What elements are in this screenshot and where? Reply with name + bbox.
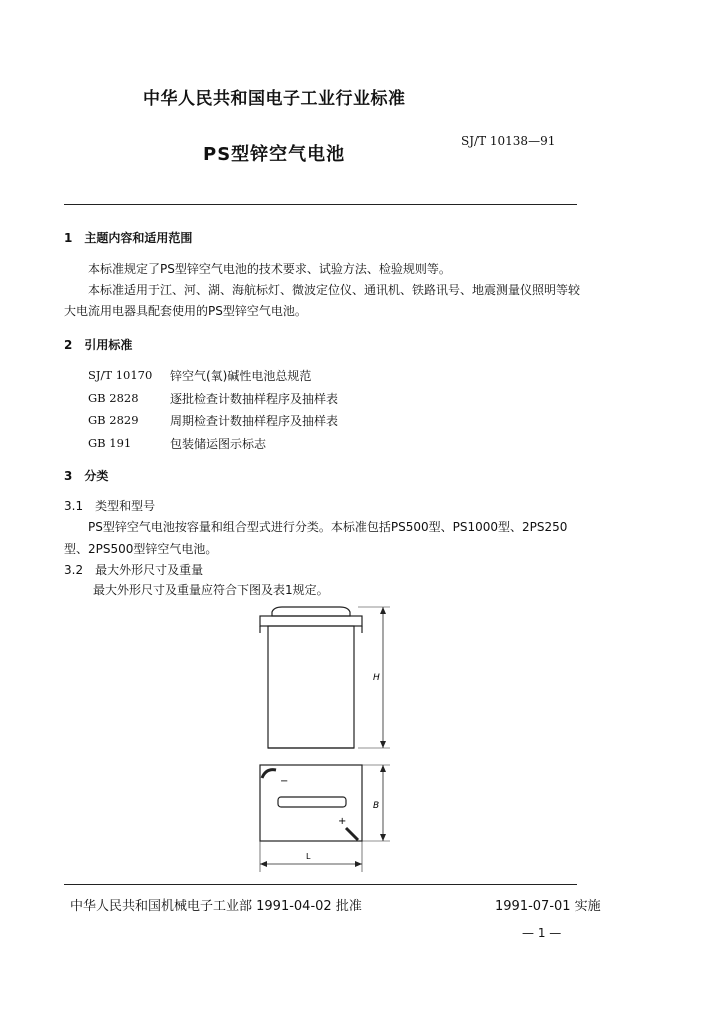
ref-title: 包装储运图示标志	[170, 437, 267, 451]
positive-terminal	[346, 828, 358, 840]
header-divider	[64, 204, 577, 205]
agency-title: 中华人民共和国电子工业行业标准	[143, 89, 406, 109]
section-3-2-line-1: 最大外形尺寸及重量应符合下图及表1规定。	[93, 583, 329, 597]
ref-title: 逐批检查计数抽样程序及抽样表	[170, 392, 339, 406]
effective-date: 1991-07-01 实施	[495, 899, 601, 914]
section-3-2-heading: 3.2 最大外形尺寸及重量	[64, 563, 204, 577]
battery-body	[268, 626, 354, 748]
section-3-heading: 3 分类	[64, 469, 109, 483]
section-1-paragraph-1: 本标准规定了PS型锌空气电池的技术要求、试验方法、检验规则等。	[88, 262, 451, 276]
standard-code: SJ/T 10138—91	[461, 134, 556, 148]
document-title: PS型锌空气电池	[203, 144, 346, 165]
ref-code: GB 191	[88, 436, 132, 450]
ref-code: GB 2828	[88, 391, 139, 405]
ref-code: GB 2829	[88, 413, 139, 427]
footer-divider	[64, 884, 577, 885]
length-label: L	[306, 852, 311, 861]
section-3-1-line-2: 型、2PS500型锌空气电池。	[64, 542, 218, 556]
approval-date: 中华人民共和国机械电子工业部 1991-04-02 批准	[70, 899, 362, 914]
battery-outline-figure	[240, 600, 400, 875]
section-3-1-heading: 3.1 类型和型号	[64, 499, 156, 513]
battery-lid	[260, 616, 362, 626]
section-1-paragraph-2-line-2: 大电流用电器具配套使用的PS型锌空气电池。	[64, 304, 307, 318]
width-label: B	[373, 801, 380, 811]
negative-terminal	[262, 770, 276, 778]
section-1-paragraph-2-line-1: 本标准适用于江、河、湖、海航标灯、微波定位仪、通讯机、铁路讯号、地震测量仪照明等较	[88, 283, 581, 297]
plus-sign: +	[338, 816, 347, 827]
section-1-heading: 1 主题内容和适用范围	[64, 231, 193, 245]
minus-sign: −	[280, 776, 289, 787]
ref-code: SJ/T 10170	[88, 368, 153, 382]
battery-cap	[272, 607, 350, 616]
section-3-1-line-1: PS型锌空气电池按容量和组合型式进行分类。本标准包括PS500型、PS1000型、2PS250	[88, 520, 568, 534]
ref-title: 锌空气(氧)碱性电池总规范	[170, 369, 312, 383]
section-2-heading: 2 引用标准	[64, 338, 133, 352]
ref-title: 周期检查计数抽样程序及抽样表	[170, 414, 339, 428]
page-number: — 1 —	[522, 926, 562, 940]
height-label: H	[373, 673, 380, 683]
terminal-slot	[278, 797, 346, 807]
